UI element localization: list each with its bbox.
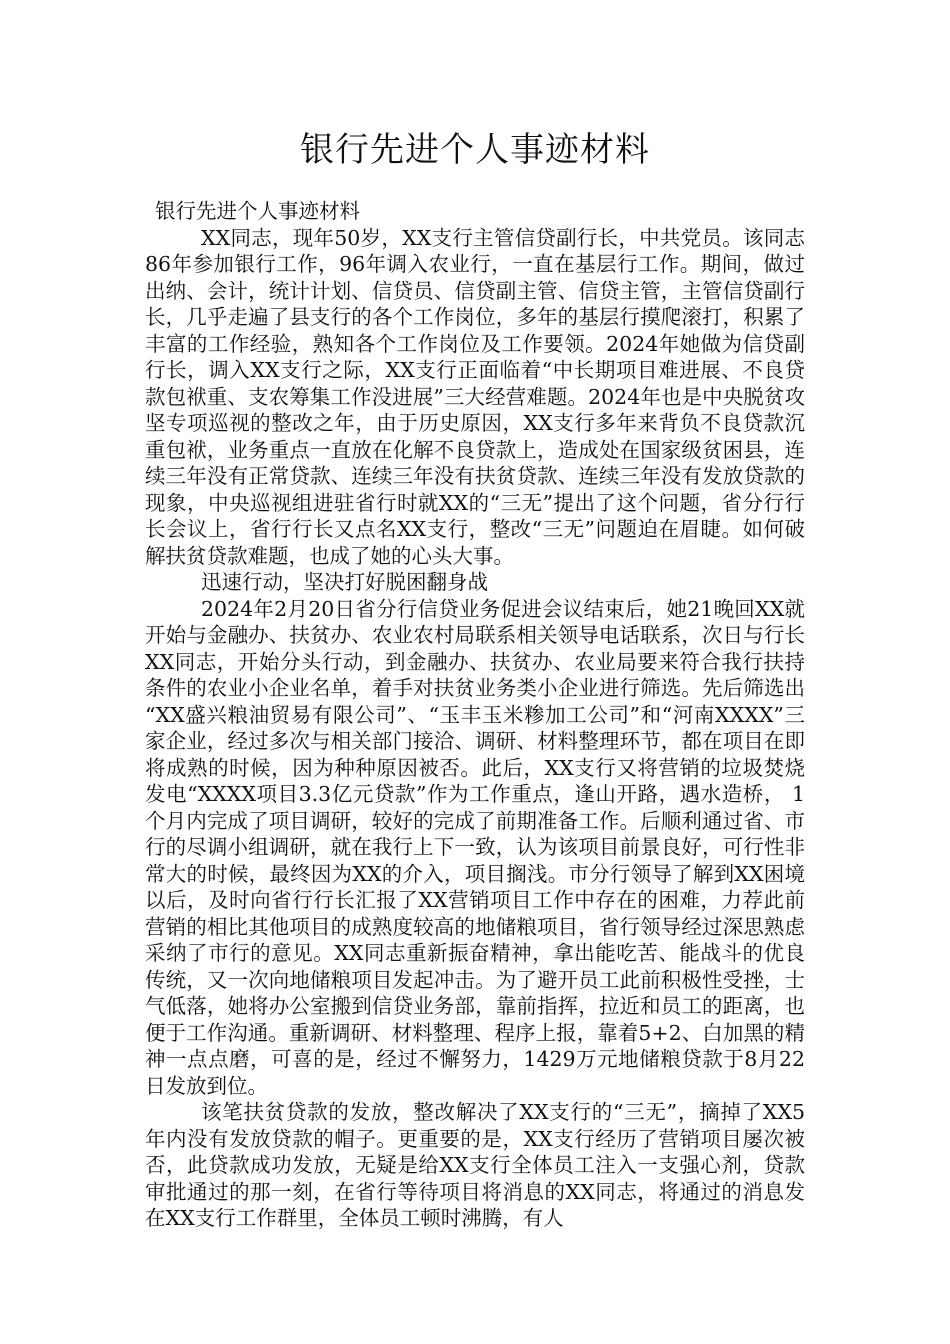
document-title: 银行先进个人事迹材料: [300, 130, 650, 170]
paragraph-actions: 2024年2月20日省分行信贷业务促进会议结束后，她21晚回XX就开始与金融办、扶贫办、农业农村局联系相关领导电话联系，次日与行长XX同志，开始分头行动，到金融办、扶贫办、农业局要来符合我行扶持条件的农业小企业名单，着手对扶贫业务类小企业进行筛选。先后筛选出 “XX盛兴粮油贸易有限公司”、“玉丰玉米糁加工公司”和“河南XXXX”三家企业，经过多次与相关部门接洽、调研、材料整理环节，都在项目在即将成熟的时候，因为种种原因被否。此后，XX支行又将营销的垃圾焚烧发电“XXXX项目3.3亿元贷款”作为工作重点，逢山开路，遇水造桥， 1个月内完成了项目调研，较好的完成了前期准备工作。后顺利通过省、市行的尽调小组调研，就在我行上下一致，认为该项目前景良好，可行性非常大的时候，最终因为XX的介入，项目搁浅。市分行领导了解到XX困境以后，及时向省行行长汇报了XX营销项目工作中存在的困难，力荐此前营销的相比其他项目的成熟度较高的地储粮项目，省行领导经过深思熟虑采纳了市行的意见。XX同志重新振奋精神，拿出能吃苦、能战斗的优良传统，又一次向地储粮项目发起冲击。为了避开员工此前积极性受挫，士气低落，她将办公室搬到信贷业务部，靠前指挥，拉近和员工的距离，也便于工作沟通。重新调研、材料整理、程序上报，靠着5+2、白加黑的精神一点点磨，可喜的是，经过不懈努力，1429万元地储粮贷款于8月22日发放到位。: [145, 596, 805, 1098]
document-subtitle: 银行先进个人事迹材料: [155, 199, 360, 223]
document-body: [145, 198, 805, 1232]
section-heading: 迅速行动，坚决打好脱困翻身战: [201, 570, 488, 594]
paragraph-intro: XX同志，现年50岁，XX支行主管信贷副行长，中共党员。该同志86年参加银行工作，96年调入农业行，一直在基层行工作。期间，做过出纳、会计，统计计划、信贷员、信贷副主管、信贷主管，主管信贷副行长，几乎走遍了县支行的各个工作岗位，多年的基层行摸爬滚打，积累了丰富的工作经验，熟知各个工作岗位及工作要领。2024年她做为信贷副行长，调入XX支行之际，XX支行正面临着“中长期项目难进展、不良贷款包袱重、支农筹集工作没进展”三大经营难题。2024年也是中央脱贫攻坚专项巡视的整改之年，由于历史原因，XX支行多年来背负不良贷款沉重包袱，业务重点一直放在化解不良贷款上，造成处在国家级贫困县，连续三年没有正常贷款、连续三年没有扶贫贷款、连续三年没有发放贷款的现象，中央巡视组进驻省行时就XX的“三无”提出了这个问题，省分行行长会议上，省行行长又点名XX支行，整改“三无”问题迫在眉睫。如何破解扶贫贷款难题，也成了她的心头大事。: [145, 225, 805, 568]
paragraph-outcome: 该笔扶贫贷款的发放，整改解决了XX支行的“三无”，摘掉了XX5年内没有发放贷款的帽子。更重要的是，XX支行经历了营销项目屡次被否，此贷款成功发放，无疑是给XX支行全体员工注入一支强心剂，贷款审批通过的那一刻，在省行等待项目将消息的XX同志，将通过的消息发在XX支行工作群里，全体员工顿时沸腾，有人: [145, 1100, 805, 1230]
